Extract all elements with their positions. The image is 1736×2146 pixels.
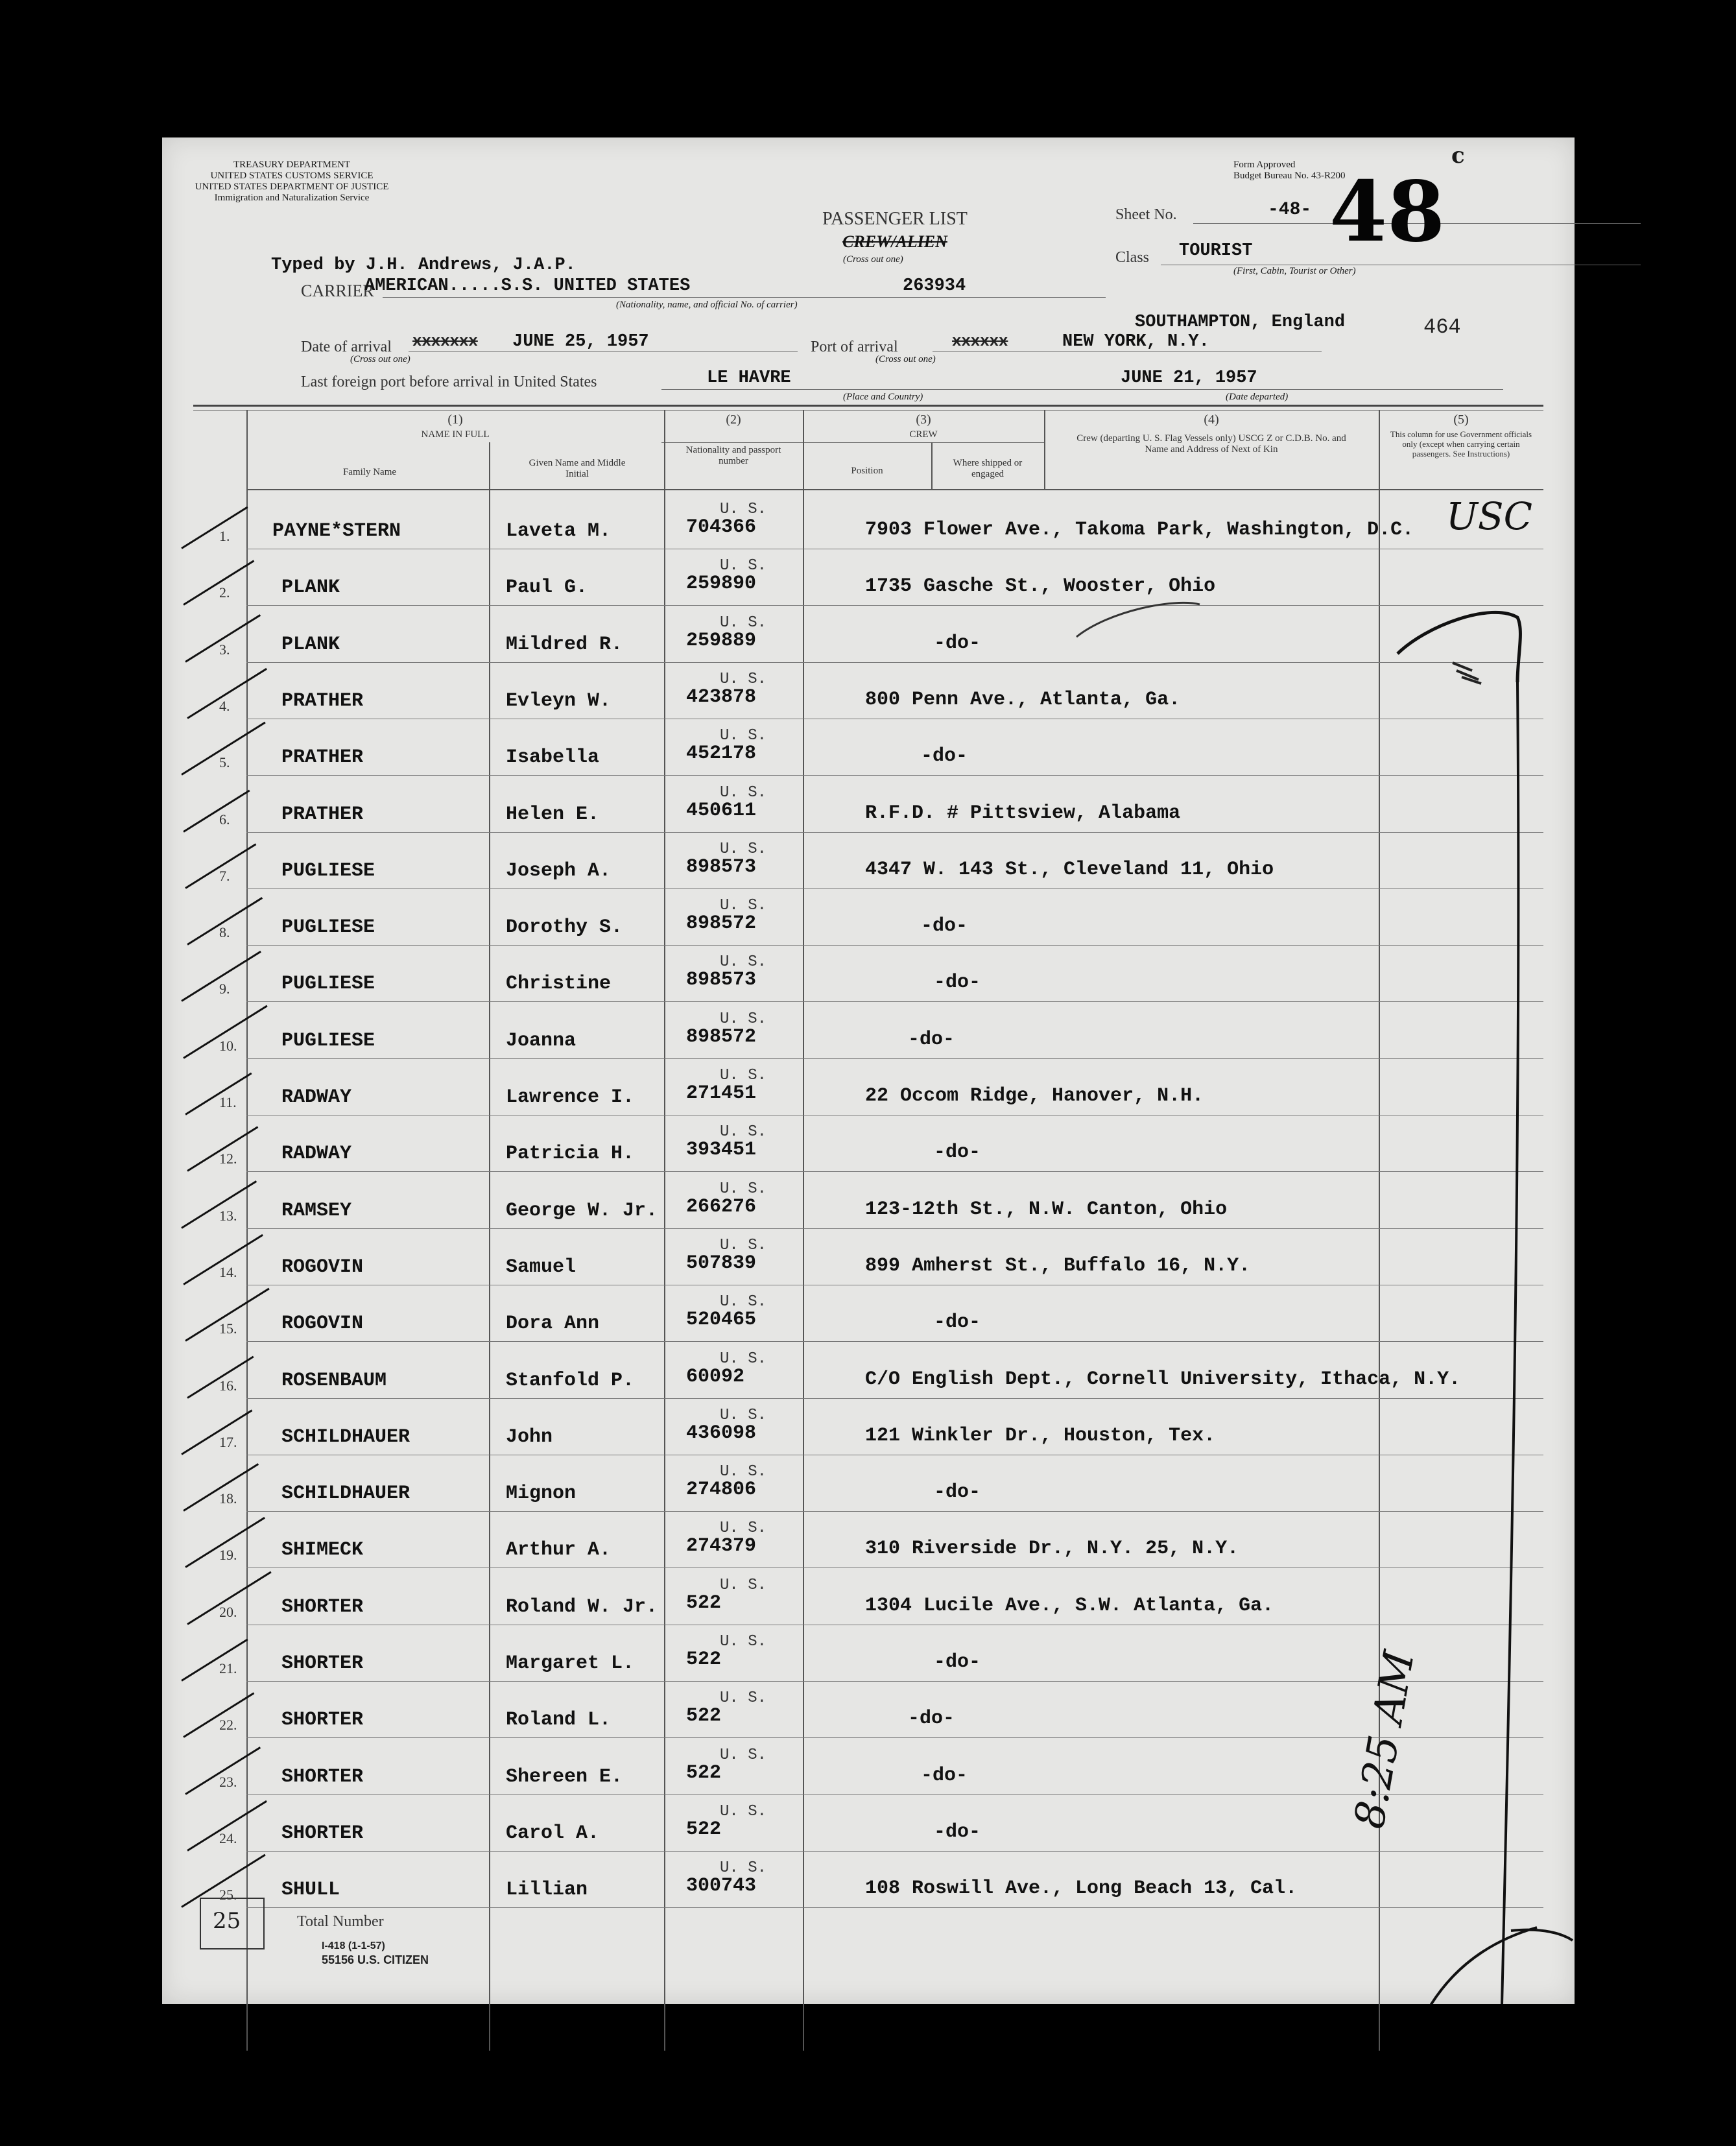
family-name: PRATHER (281, 689, 364, 712)
passport-number: 452178 (686, 743, 757, 765)
form-approved-line-1: Form Approved (1233, 160, 1296, 170)
family-name: SHORTER (281, 1765, 364, 1788)
nationality-us: U. S. (720, 1802, 767, 1820)
next-of-kin-address: -do- (908, 1708, 955, 1730)
signature-tail (1511, 1930, 1573, 1940)
family-name: PLANK (281, 577, 340, 599)
smudge-marks (1453, 663, 1481, 684)
nationality-us: U. S. (720, 1633, 767, 1651)
c3-shipped: Where shipped or engaged (953, 458, 1023, 479)
margin-vertical-stroke (1502, 682, 1518, 2004)
family-name: SHORTER (281, 1822, 364, 1844)
next-of-kin-address: -do- (921, 1764, 968, 1787)
given-name: Margaret L. (506, 1652, 635, 1675)
nationality-us: U. S. (720, 501, 767, 518)
passport-number: 423878 (686, 686, 757, 708)
agency-line-3: UNITED STATES DEPARTMENT OF JUSTICE (195, 182, 389, 192)
nationality-us: U. S. (720, 953, 767, 972)
given-name: Dorothy S. (506, 916, 623, 939)
sheet-label: Sheet No. (1115, 206, 1177, 223)
row-number: 21. (219, 1660, 237, 1676)
given-name: Evleyn W. (506, 689, 612, 712)
port-struck: xxxxxx (952, 333, 1008, 351)
row-number: 2. (219, 584, 230, 601)
next-of-kin-address: -do- (921, 915, 968, 938)
list-title: PASSENGER LIST (822, 209, 968, 229)
next-of-kin-address: 800 Penn Ave., Atlanta, Ga. (865, 688, 1181, 711)
c4-num: (4) (1204, 412, 1219, 427)
next-of-kin-address: -do- (934, 1651, 981, 1673)
family-name: PRATHER (281, 746, 364, 769)
passport-number: 507839 (686, 1252, 757, 1274)
agency-line-1: TREASURY DEPARTMENT (233, 160, 351, 170)
passport-number: 522 (686, 1592, 722, 1614)
cross-out-note: (Cross out one) (843, 254, 903, 265)
given-name: Mildred R. (506, 633, 623, 656)
family-name: SCHILDHAUER (281, 1425, 410, 1448)
passport-number: 274379 (686, 1535, 757, 1558)
given-name: Patricia H. (506, 1143, 635, 1165)
row-number: 17. (219, 1433, 237, 1450)
nationality-us: U. S. (720, 1576, 767, 1594)
family-name: ROSENBAUM (281, 1369, 387, 1392)
class-label: Class (1115, 249, 1150, 266)
passport-number: 393451 (686, 1139, 757, 1162)
passport-number: 898573 (686, 969, 757, 992)
passport-number: 259890 (686, 573, 757, 595)
next-of-kin-address: 1304 Lucile Ave., S.W. Atlanta, Ga. (865, 1594, 1274, 1617)
agency-line-2: UNITED STATES CUSTOMS SERVICE (210, 171, 374, 181)
family-name: SHULL (281, 1879, 340, 1902)
given-name: Christine (506, 973, 612, 996)
c5-num: (5) (1453, 412, 1469, 427)
family-name: PRATHER (281, 803, 364, 826)
c2-num: (2) (726, 412, 741, 427)
given-name: Shereen E. (506, 1765, 623, 1788)
next-of-kin-address: -do- (934, 1820, 981, 1843)
row-number: 3. (219, 641, 230, 658)
given-name: Helen E. (506, 803, 600, 826)
c1-title: NAME IN FULL (421, 429, 490, 440)
date-value: JUNE 25, 1957 (512, 332, 649, 352)
given-name: Mignon (506, 1483, 577, 1505)
port-label: Port of arrival (811, 339, 898, 355)
row-number: 25. (219, 1887, 237, 1903)
form-approved-line-2: Budget Bureau No. 43-R200 (1233, 171, 1346, 181)
crew-alien-struck: CREW/ALIEN (842, 232, 947, 251)
typed-by: Typed by J.H. Andrews, J.A.P. (271, 256, 576, 275)
port-cross-note: (Cross out one) (875, 354, 936, 364)
row-number: 9. (219, 981, 230, 997)
ink-marks (162, 137, 1575, 2004)
next-of-kin-address: 4347 W. 143 St., Cleveland 11, Ohio (865, 858, 1274, 881)
next-of-kin-address: 310 Riverside Dr., N.Y. 25, N.Y. (865, 1538, 1239, 1560)
given-name: Roland W. Jr. (506, 1595, 658, 1618)
passport-number: 522 (686, 1818, 722, 1841)
next-of-kin-address: -do- (934, 1481, 981, 1504)
row-number: 22. (219, 1717, 237, 1734)
nationality-us: U. S. (720, 1293, 767, 1311)
next-of-kin-address: 121 Winkler Dr., Houston, Tex. (865, 1424, 1216, 1447)
nationality-us: U. S. (720, 1689, 767, 1708)
nationality-us: U. S. (720, 1123, 767, 1141)
row-number: 23. (219, 1773, 237, 1790)
stamp-number: 464 (1423, 315, 1461, 339)
next-of-kin-address: -do- (934, 972, 981, 994)
form-id: I-418 (1-1-57) (322, 1940, 385, 1951)
row-number: 8. (219, 924, 230, 941)
passport-number: 450611 (686, 799, 757, 822)
row-number: 12. (219, 1150, 237, 1167)
sheet-superscript: c (1451, 143, 1465, 169)
total-value: 25 (213, 1908, 241, 1934)
nationality-us: U. S. (720, 1350, 767, 1368)
passport-number: 274806 (686, 1479, 757, 1501)
nationality-us: U. S. (720, 1067, 767, 1084)
nationality-us: U. S. (720, 897, 767, 915)
given-name: John (506, 1425, 553, 1448)
given-name: George W. Jr. (506, 1199, 658, 1222)
passport-number: 266276 (686, 1195, 757, 1218)
given-name: Arthur A. (506, 1539, 612, 1562)
nationality-us: U. S. (720, 1463, 767, 1481)
place-country-note: (Place and Country) (843, 392, 923, 402)
total-label: Total Number (297, 1913, 384, 1930)
next-of-kin-address: 7903 Flower Ave., Takoma Park, Washington, D.C. (865, 519, 1414, 541)
given-name: Dora Ann (506, 1313, 600, 1335)
last-port-label: Last foreign port before arrival in United States (301, 374, 597, 390)
row-number: 1. (219, 528, 230, 544)
carrier-note: (Nationality, name, and official No. of carrier) (616, 300, 798, 310)
last-port-value: LE HAVRE (707, 368, 791, 388)
row-number: 5. (219, 754, 230, 771)
next-of-kin-address: R.F.D. # Pittsview, Alabama (865, 802, 1181, 824)
passport-number: 522 (686, 1649, 722, 1671)
nationality-us: U. S. (720, 614, 767, 632)
passport-number: 300743 (686, 1875, 757, 1898)
family-name: ROGOVIN (281, 1313, 364, 1335)
given-name: Joseph A. (506, 859, 612, 882)
family-name: PUGLIESE (281, 916, 375, 939)
given-name: Stanfold P. (506, 1369, 635, 1392)
next-of-kin-address: C/O English Dept., Cornell University, Ithaca, N.Y. (865, 1368, 1461, 1390)
passport-number: 522 (686, 1761, 722, 1784)
family-name: SHORTER (281, 1652, 364, 1675)
carrier-value: AMERICAN.....S.S. UNITED STATES (364, 276, 691, 296)
southampton: SOUTHAMPTON, England (1135, 313, 1346, 332)
given-name: Roland L. (506, 1709, 612, 1732)
family-name: RAMSEY (281, 1199, 352, 1222)
family-name: PUGLIESE (281, 1029, 375, 1052)
date-cross-note: (Cross out one) (350, 354, 410, 364)
family-name: SHORTER (281, 1595, 364, 1618)
class-value: TOURIST (1179, 241, 1253, 261)
c3-num: (3) (916, 412, 931, 427)
passport-number: 704366 (686, 516, 757, 538)
row-number: 10. (219, 1037, 237, 1054)
family-name: PLANK (281, 633, 340, 656)
family-name: ROGOVIN (281, 1256, 364, 1278)
passport-number: 898572 (686, 912, 757, 935)
given-name: Lawrence I. (506, 1086, 635, 1108)
family-name: PUGLIESE (281, 973, 375, 996)
next-of-kin-address: 1735 Gasche St., Wooster, Ohio (865, 575, 1216, 598)
row-number: 13. (219, 1207, 237, 1224)
family-name: SHORTER (281, 1709, 364, 1732)
given-name: Samuel (506, 1256, 577, 1278)
row-number: 11. (219, 1094, 237, 1110)
c1-num: (1) (447, 412, 463, 427)
row-number: 14. (219, 1263, 237, 1280)
class-note: (First, Cabin, Tourist or Other) (1233, 266, 1356, 276)
passenger-list-sheet (162, 137, 1575, 2004)
passport-number: 898573 (686, 855, 757, 878)
c3-position: Position (851, 466, 883, 476)
next-of-kin-address: -do- (934, 632, 981, 654)
family-name: SHIMECK (281, 1539, 364, 1562)
given-name: Carol A. (506, 1822, 600, 1844)
row-number: 7. (219, 867, 230, 884)
form-code: 55156 U.S. CITIZEN (322, 1953, 429, 1966)
nationality-us: U. S. (720, 1236, 767, 1254)
next-of-kin-address: -do- (908, 1028, 955, 1051)
next-of-kin-address: 123-12th St., N.W. Canton, Ohio (865, 1198, 1228, 1221)
nationality-us: U. S. (720, 1520, 767, 1538)
sheet-handwritten: 48 (1329, 163, 1445, 261)
given-name: Paul G. (506, 577, 588, 599)
family-name: PAYNE*STERN (272, 520, 401, 542)
given-name: Joanna (506, 1029, 577, 1052)
signature-stroke (1427, 1927, 1537, 2004)
nationality-us: U. S. (720, 727, 767, 745)
nationality-us: U. S. (720, 670, 767, 688)
port-value: NEW YORK, N.Y. (1062, 332, 1209, 352)
row-number: 24. (219, 1830, 237, 1846)
date-struck: xxxxxxx (412, 333, 478, 351)
nationality-us: U. S. (720, 1406, 767, 1424)
next-of-kin-address: -do- (934, 1311, 981, 1334)
passport-number: 259889 (686, 629, 757, 652)
nationality-us: U. S. (720, 1859, 767, 1878)
family-name: SCHILDHAUER (281, 1483, 410, 1505)
next-of-kin-address: 899 Amherst St., Buffalo 16, N.Y. (865, 1254, 1251, 1277)
given-name: Lillian (506, 1879, 588, 1902)
next-of-kin-address: -do- (921, 745, 968, 768)
c5-title: This column for use Government officials only (except when carrying certain passengers. See Instructions) (1390, 429, 1532, 459)
family-name: PUGLIESE (281, 859, 375, 882)
next-of-kin-address: -do- (934, 1141, 981, 1164)
nationality-us: U. S. (720, 783, 767, 802)
nationality-us: U. S. (720, 1180, 767, 1198)
passport-number: 60092 (686, 1365, 745, 1388)
family-name: RADWAY (281, 1086, 352, 1108)
row-number: 20. (219, 1603, 237, 1620)
family-name: RADWAY (281, 1143, 352, 1165)
row-number: 19. (219, 1547, 237, 1564)
c4-title: Crew (departing U. S. Flag Vessels only) USCG Z or C.D.B. No. and Name and Address of Next of Kin (1076, 433, 1346, 455)
date-label: Date of arrival (301, 339, 392, 355)
passport-number: 271451 (686, 1082, 757, 1104)
c2-title: Nationality and passport number (685, 445, 781, 466)
passport-number: 436098 (686, 1422, 757, 1444)
nationality-us: U. S. (720, 840, 767, 858)
row-number: 4. (219, 697, 230, 714)
usc-annotation: USC (1446, 494, 1532, 538)
c3-title: CREW (909, 429, 938, 440)
row-number: 16. (219, 1377, 237, 1394)
row-number: 15. (219, 1320, 237, 1337)
nationality-us: U. S. (720, 1010, 767, 1028)
margin-note: 8:25 AM (1346, 1647, 1424, 1832)
row-number: 18. (219, 1490, 237, 1507)
agency-line-4: Immigration and Naturalization Service (214, 193, 370, 203)
passport-number: 898572 (686, 1025, 757, 1048)
row-number: 6. (219, 811, 230, 828)
next-of-kin-address: 22 Occom Ridge, Hanover, N.H. (865, 1085, 1204, 1107)
given-name: Laveta M. (506, 520, 612, 542)
next-of-kin-address: 108 Roswill Ave., Long Beach 13, Cal. (865, 1878, 1298, 1900)
faint-arc-stroke (1076, 602, 1200, 637)
passport-number: 522 (686, 1705, 722, 1728)
c1-family: Family Name (342, 467, 397, 477)
c1-given: Given Name and Middle Initial (529, 458, 626, 479)
nationality-us: U. S. (720, 557, 767, 575)
departed-value: JUNE 21, 1957 (1121, 368, 1257, 388)
passport-number: 520465 (686, 1309, 757, 1331)
carrier-label: CARRIER (301, 281, 374, 300)
carrier-number: 263934 (903, 276, 966, 296)
date-departed-note: (Date departed) (1226, 392, 1289, 402)
nationality-us: U. S. (720, 1746, 767, 1764)
given-name: Isabella (506, 746, 600, 769)
sheet-typed: -48- (1268, 200, 1312, 220)
